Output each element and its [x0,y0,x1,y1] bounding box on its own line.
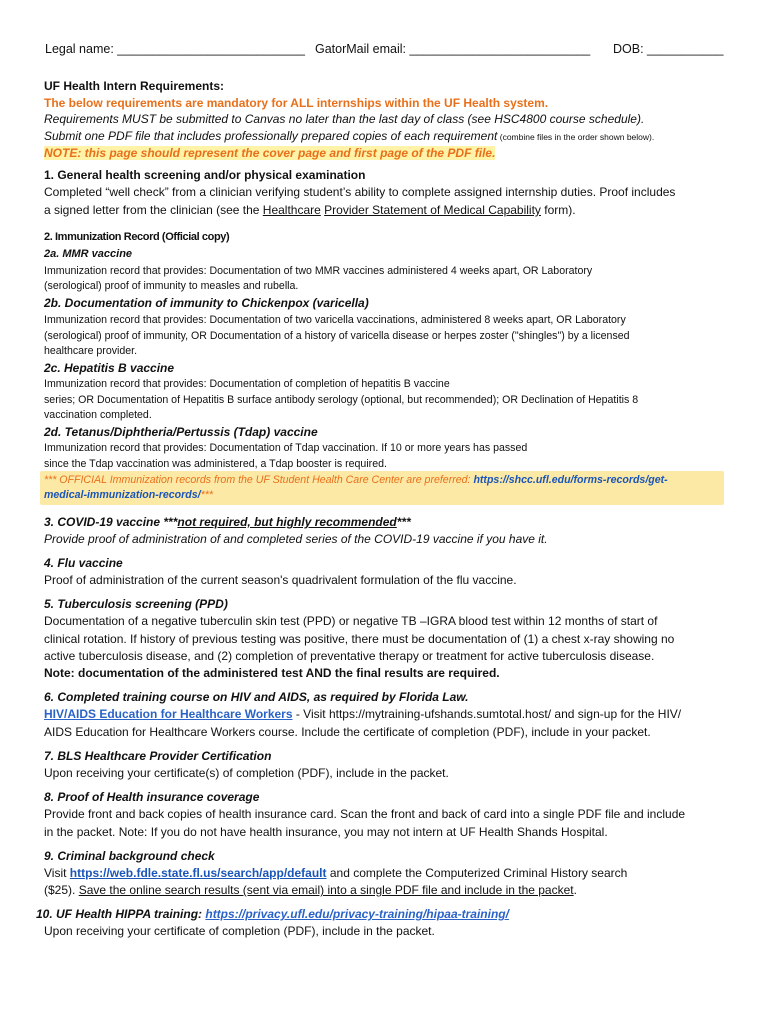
provider-statement-link[interactable]: Provider Statement of Medical Capability [324,203,541,217]
section-7-heading: 7. BLS Healthcare Provider Certification [44,749,272,763]
section-6-line-2: AIDS Education for Healthcare Workers course. Include the certificate of completion (PDF), include in your packet. [44,725,651,739]
intro-canvas: Requirements MUST be submitted to Canvas no later than the last day of class (see HSC4800 course schedule). [44,112,645,126]
hipaa-training-link[interactable]: https://privacy.ufl.edu/privacy-training/hipaa-training/ [205,907,509,921]
section-2a-line-1: Immunization record that provides: Documentation of two MMR vaccines administered 4 weeks apart, OR Laboratory [44,265,593,277]
section-8-line-2: in the packet. Note: If you do not have health insurance, you may not intern at UF Health Shands Hospital. [44,825,608,839]
section-3-heading-end: *** [396,515,411,529]
section-2-heading: 2. Immunization Record (Official copy) [44,231,230,243]
intro-cover-note [44,146,495,160]
section-2b-heading: 2b. Documentation of immunity to Chickenpox (varicella) [44,296,369,310]
section-2c-line-1: Immunization record that provides: Documentation of completion of hepatitis B vaccine [44,378,450,390]
intro-submit-text: Submit one PDF file that includes professionally prepared copies of each requirement [44,129,498,143]
official-records-line-1 [44,474,668,486]
section-1-text-end: form). [540,203,576,217]
section-2d-line-2: since the Tdap vaccination was administered, a Tdap booster is required. [44,458,387,470]
intro-title: UF Health Intern Requirements: [44,79,225,93]
legal-name-field[interactable]: Legal name: ___________________________ [45,42,305,56]
section-4-heading: 4. Flu vaccine [44,556,123,570]
section-2c-line-3: vaccination completed. [44,409,152,421]
fdle-search-link[interactable]: https://web.fdle.state.fl.us/search/app/default [69,866,327,880]
section-9-fee: ($25). [44,883,79,897]
intro-mandatory: The below requirements are mandatory for ALL internships within the UF Health system. [44,96,549,110]
section-5-line-3: active tuberculosis disease, and (2) completion of preventative therapy or treatment for active tuberculosis disease. [44,649,655,663]
hiv-aids-education-link[interactable]: HIV/AIDS Education for Healthcare Workers [44,707,293,721]
section-2b-line-2: (serological) proof of immunity, OR Documentation of a history of varicella disease or herpes zoster ("shingles") by a licensed [44,330,630,342]
section-5-line-2: clinical rotation. If history of previous testing was positive, there must be documentation of (1) a chest x-ray showing no [44,632,675,646]
section-9-heading: 9. Criminal background check [44,849,215,863]
section-2d-line-1: Immunization record that provides: Documentation of Tdap vaccination. If 10 or more years has passed [44,442,528,454]
section-3-heading-underlined: not required, but highly recommended [177,515,397,529]
section-3-heading-text: 3. COVID-19 vaccine *** [44,515,178,529]
dob-field[interactable]: DOB: ___________ [613,42,724,56]
shcc-link-continued[interactable]: medical-immunization-records/ [44,489,201,501]
section-7-line-1: Upon receiving your certificate(s) of completion (PDF), include in the packet. [44,766,449,780]
section-9-line-2 [44,883,577,897]
healthcare-link[interactable]: Healthcare [262,203,321,217]
cover-note-highlight: NOTE: this page should represent the cover page and first page of the PDF file. [44,146,496,160]
section-1-heading: 1. General health screening and/or physical examination [44,168,366,182]
section-1-line-1: Completed “well check” from a clinician verifying student’s ability to complete assigned internship duties. Proof includes [44,185,676,199]
section-2c-heading: 2c. Hepatitis B vaccine [44,361,175,375]
section-2a-heading: 2a. MMR vaccine [44,248,133,260]
section-10-line-1: Upon receiving your certificate of completion (PDF), include in the packet. [44,924,435,938]
section-2a-line-2: (serological) proof of immunity to measles and rubella. [44,280,299,292]
section-10-heading [36,907,509,921]
section-2b-line-1: Immunization record that provides: Documentation of two varicella vaccinations, administered 8 weeks apart, OR Laboratory [44,314,626,326]
section-1-line-2 [44,203,576,217]
section-8-line-1: Provide front and back copies of health insurance card. Scan the front and back of card into a single PDF file and include [44,807,686,821]
section-6-heading: 6. Completed training course on HIV and AIDS, as required by Florida Law. [44,690,469,704]
section-8-heading: 8. Proof of Health insurance coverage [44,790,260,804]
section-9-text: Visit [44,866,70,880]
section-10-heading-text: 10. UF Health HIPPA training: [36,907,206,921]
section-9-text-end: and complete the Computerized Criminal History search [326,866,628,880]
section-3-heading [44,515,411,529]
section-6-line-1 [44,707,681,721]
shcc-link[interactable]: https://shcc.ufl.edu/forms-records/get- [473,474,668,486]
section-2d-heading: 2d. Tetanus/Diphtheria/Pertussis (Tdap) vaccine [44,425,318,439]
section-2b-line-3: healthcare provider. [44,345,138,357]
section-6-text: - Visit https://mytraining-ufshands.sumtotal.host/ and sign-up for the HIV/ [292,707,682,721]
official-records-text: *** OFFICIAL Immunization records from the UF Student Health Care Center are preferred: [44,474,474,486]
section-9-underlined: Save the online search results (sent via email) into a single PDF file and include in the packet [78,883,574,897]
section-4-line-1: Proof of administration of the current season's quadrivalent formulation of the flu vaccine. [44,573,517,587]
official-records-end: *** [200,489,213,501]
section-1-text: a signed letter from the clinician (see the [44,203,263,217]
section-5-heading: 5. Tuberculosis screening (PPD) [44,597,228,611]
section-9-line-1 [44,866,627,880]
official-records-line-2 [44,489,213,501]
gatormail-field[interactable]: GatorMail email: __________________________ [315,42,591,56]
intro-combine-note: (combine files in the order shown below). [497,132,655,142]
section-9-period: . [573,883,577,897]
section-5-line-4: Note: documentation of the administered test AND the final results are required. [44,666,500,680]
section-3-line-1: Provide proof of administration of and completed series of the COVID-19 vaccine if you have it. [44,532,548,546]
section-5-line-1: Documentation of a negative tuberculin skin test (PPD) or negative TB –IGRA blood test within 12 months of start of [44,614,658,628]
intro-submit [44,129,654,143]
section-2c-line-2: series; OR Documentation of Hepatitis B surface antibody serology (optional, but recommended); OR Declination of Hepatitis 8 [44,394,639,406]
